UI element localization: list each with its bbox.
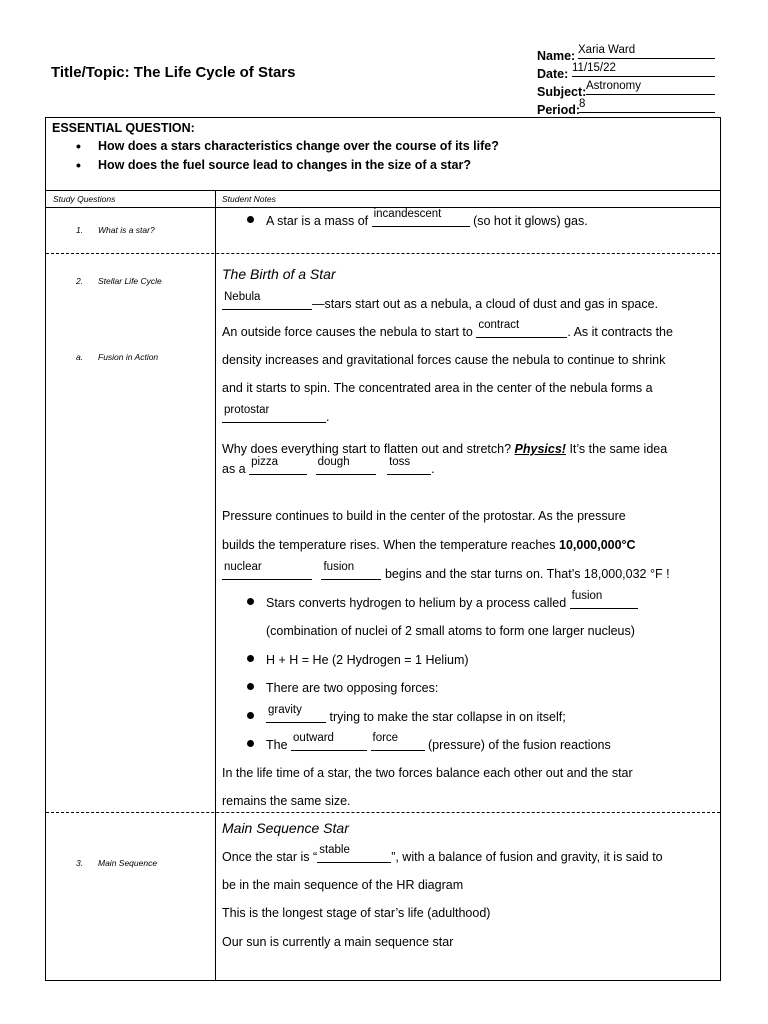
study-question-text: Stellar Life Cycle <box>98 276 162 286</box>
note-text: . <box>431 462 435 476</box>
study-question-text: Fusion in Action <box>98 352 159 362</box>
study-question-number: 1. <box>76 225 84 235</box>
date-value[interactable]: 11/15/22 <box>572 61 715 77</box>
note-outside-force <box>222 319 673 340</box>
note-text: . <box>326 410 330 424</box>
note-protostar <box>222 404 330 425</box>
note-pressure-2 <box>222 537 636 553</box>
date-field <box>537 62 616 81</box>
answer-blank[interactable] <box>291 732 367 751</box>
column-divider <box>215 190 216 981</box>
name-label: Name: <box>537 49 576 63</box>
answer-blank[interactable] <box>317 844 391 863</box>
bullet-icon <box>247 216 254 223</box>
study-question-text: Main Sequence <box>98 858 158 868</box>
note-main-seq-4: Our sun is currently a main sequence star <box>222 935 454 949</box>
answer-text: stable <box>319 844 350 856</box>
note-pressure-3 <box>222 561 670 582</box>
answer-blank[interactable] <box>321 561 381 580</box>
note-flatten <box>222 441 667 457</box>
column-header-student-notes: Student Notes <box>222 194 276 204</box>
note-emphasis: Physics! <box>514 442 566 456</box>
bullet-fusion <box>247 590 638 611</box>
note-temperature: 10,000,000°C <box>559 538 636 552</box>
note-text: An outside force causes the nebula to start to <box>222 325 473 339</box>
note-balance-2: remains the same size. <box>222 794 351 808</box>
note-text: Stars converts hydrogen to helium by a process called <box>266 596 567 610</box>
answer-blank[interactable] <box>249 456 307 475</box>
answer-blank[interactable] <box>570 590 638 609</box>
bullet-icon <box>247 655 254 662</box>
bullet-gravity <box>247 704 566 725</box>
study-question-text: What is a star? <box>98 225 155 235</box>
bullet-icon <box>247 740 254 747</box>
answer-text: Nebula <box>224 291 261 303</box>
bullet-icon <box>247 712 254 719</box>
column-header-study-questions: Study Questions <box>53 194 116 204</box>
study-question-number: 2. <box>76 276 84 286</box>
answer-text: pizza <box>251 456 278 468</box>
essential-questions <box>76 137 499 175</box>
period-value[interactable]: 8 <box>579 97 715 113</box>
note-text: Why does everything start to flatten out and stretch? <box>222 442 512 456</box>
note-density: density increases and gravitational forces cause the nebula to continue to shrink <box>222 353 666 367</box>
essential-question-heading: ESSENTIAL QUESTION: <box>52 121 195 135</box>
bullet-fusion-cont: (combination of nuclei of 2 small atoms to form one larger nucleus) <box>266 624 635 638</box>
bullet-icon <box>247 683 254 690</box>
answer-text: protostar <box>224 404 270 416</box>
answer-blank[interactable] <box>316 456 376 475</box>
answer-blank[interactable] <box>372 208 470 227</box>
section-heading-birth: The Birth of a Star <box>222 266 336 282</box>
date-label: Date: <box>537 67 569 81</box>
note-text: as a <box>222 462 246 476</box>
answer-text: force <box>372 732 399 744</box>
note-text: H + H = He (2 Hydrogen = 1 Helium) <box>266 653 469 667</box>
note-text: There are two opposing forces: <box>266 681 439 695</box>
answer-text: dough <box>317 456 350 468</box>
note-text: begins and the star turns on. That’s 18,000,032 °F ! <box>384 567 670 581</box>
answer-blank[interactable] <box>222 561 312 580</box>
note-pizza-dough-toss <box>222 456 435 477</box>
answer-text: toss <box>389 456 411 468</box>
note-main-seq-1 <box>222 844 663 865</box>
note-spin: and it starts to spin. The concentrated area in the center of the nebula forms a <box>222 381 653 395</box>
note-text: It’s the same idea <box>569 442 668 456</box>
answer-text: contract <box>478 319 520 331</box>
note-text: —stars start out as a nebula, a cloud of dust and gas in space. <box>312 297 659 311</box>
bullet-outward-force <box>247 732 611 753</box>
page-title: Title/Topic: The Life Cycle of Stars <box>51 64 296 81</box>
row-divider <box>46 812 720 813</box>
bullet-equation <box>247 652 469 668</box>
study-question-number: 3. <box>76 858 84 868</box>
section-heading-main-sequence: Main Sequence Star <box>222 820 349 836</box>
note-text: . As it contracts the <box>567 325 673 339</box>
note-text: (so hot it glows) gas. <box>473 214 588 228</box>
study-question-number: a. <box>76 352 84 362</box>
answer-blank[interactable] <box>266 704 326 723</box>
subject-value[interactable]: Astronomy <box>586 79 715 95</box>
period-label: Period: <box>537 103 581 117</box>
note-text: trying to make the star collapse in on itself; <box>329 710 566 724</box>
note-text: builds the temperature rises. When the temperature reaches <box>222 538 556 552</box>
answer-text: outward <box>293 732 334 744</box>
period-field <box>537 98 586 117</box>
name-field <box>537 44 636 63</box>
answer-text: nuclear <box>224 561 262 573</box>
essential-question-item: • How does the fuel source lead to changes in the size of a star? <box>76 156 499 175</box>
divider <box>46 190 720 191</box>
note-balance-1: In the life time of a star, the two forces balance each other out and the star <box>222 766 633 780</box>
note-pressure-1: Pressure continues to build in the center of the protostar. As the pressure <box>222 509 626 523</box>
note-text: Once the star is “ <box>222 850 318 864</box>
name-value[interactable]: Xaria Ward <box>578 43 715 59</box>
answer-blank[interactable] <box>222 404 326 423</box>
answer-blank[interactable] <box>222 291 312 310</box>
subject-label: Subject: <box>537 85 587 99</box>
answer-blank[interactable] <box>387 456 431 475</box>
answer-blank[interactable] <box>371 732 425 751</box>
answer-text: gravity <box>268 704 302 716</box>
row-divider <box>46 253 720 254</box>
note-star-definition <box>247 208 588 229</box>
answer-text: fusion <box>323 561 355 573</box>
note-text: ”, with a balance of fusion and gravity, it is said to <box>391 850 663 864</box>
note-text: A star is a mass of <box>266 214 369 228</box>
note-main-seq-2: be in the main sequence of the HR diagram <box>222 878 464 892</box>
note-nebula <box>222 291 659 312</box>
answer-blank[interactable] <box>476 319 567 338</box>
bullet-icon <box>247 598 254 605</box>
answer-text: incandescent <box>373 208 442 220</box>
answer-text: fusion <box>571 590 603 602</box>
note-text: (pressure) of the fusion reactions <box>428 738 611 752</box>
note-main-seq-3: This is the longest stage of star’s life (adulthood) <box>222 906 491 920</box>
essential-question-item: • How does a stars characteristics change over the course of its life? <box>76 137 499 156</box>
note-text: The <box>266 738 288 752</box>
bullet-forces <box>247 680 438 696</box>
